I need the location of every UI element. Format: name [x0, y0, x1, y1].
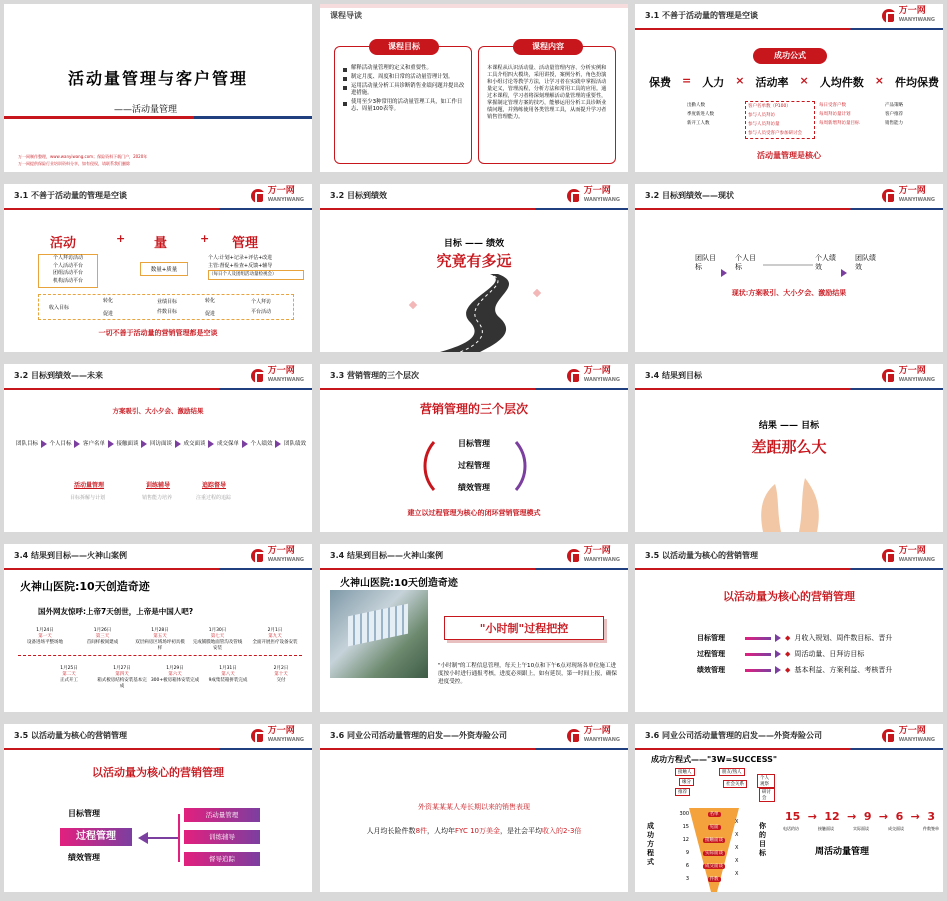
formula-row [649, 74, 939, 90]
activity-item: 个人拜访活动 [52, 255, 83, 261]
slide-result-gap[interactable] [635, 364, 943, 532]
tag-activity-mgmt: 活动量管理 [74, 482, 105, 489]
funnel-stage: 见面 [709, 825, 719, 830]
content-title: 课程内容 [513, 39, 583, 55]
logo-icon [882, 9, 896, 23]
timeline-item: 1月26日 第三天 首间样板间建成 [86, 628, 119, 645]
core-row: 过程管理 ◆ 周活动量、日拜访目标 [697, 650, 865, 658]
case-title: 火神山医院:10天创造奇迹 [340, 578, 458, 589]
slide-header: 3.2 目标到绩效 [330, 191, 387, 200]
slide-status[interactable] [635, 184, 943, 352]
funnel-number: 12 [682, 837, 689, 843]
slide-future[interactable] [4, 364, 312, 532]
brand-logo: 万一网 WANYIWANG [882, 187, 935, 205]
flow-node: 个人绩效 [815, 254, 836, 271]
header-rule [320, 388, 628, 390]
mgmt-item: 个人:计划+记录+评估+改进 [208, 255, 273, 261]
col-item: 产品策略 [885, 103, 903, 108]
level-performance: 绩效管理 [458, 483, 490, 492]
slide-header: 3.4 结果到目标——火神山案例 [330, 551, 443, 560]
levels-conclusion: 建立以过程管理为核心的闭环营销管理模式 [407, 508, 541, 517]
slide-header: 3.1 不善于活动量的管理是空谈 [645, 11, 758, 20]
goal-title: 课程目标 [369, 39, 439, 55]
course-subtitle: ——活动量管理 [114, 105, 178, 115]
col-item: 客户推荐 [885, 112, 903, 117]
course-title: 活动量管理与客户管理 [67, 69, 248, 88]
header-rule [4, 388, 312, 390]
mgmt-item: 主管:督促+检查+反馈+辅导 [208, 263, 273, 269]
future-top-note: 方案吸引、大小夕会、激励结果 [112, 407, 204, 415]
arrow-icon [721, 262, 727, 281]
flow-node: 团队绩效 [284, 440, 307, 447]
goal-item: 使用至少3种常用的活动量管理工具，如工作日志、周量100表等。 [343, 99, 465, 113]
term-premium: 保费 [649, 76, 671, 89]
gap-headline: 差距那么大 [751, 438, 827, 456]
source-box: 接触人 [675, 768, 695, 776]
hands-illustration [745, 476, 835, 532]
left-goal: 目标管理 [68, 809, 100, 818]
col-item: 参与人员拜访 [748, 113, 775, 118]
status-note: 现状:方案吸引、大小夕会、激励结果 [731, 288, 847, 297]
word-quantity: 量 [154, 236, 168, 251]
logo-icon [251, 549, 265, 563]
header-rule [635, 568, 943, 570]
header-rule [635, 208, 943, 210]
logo-icon [882, 549, 896, 563]
quantity-quality: 数量+质量 [140, 262, 188, 276]
col-item: 新开工人数 [687, 121, 710, 126]
header-rule [320, 208, 628, 210]
logo-icon [882, 369, 896, 383]
chain-number: 12 [824, 810, 840, 823]
slide-header: 3.1 不善于活动量的管理是空谈 [14, 191, 127, 200]
slide-formula[interactable] [635, 4, 943, 172]
peer-line-2: 人月均长险件数8件，人均年FYC 10万美金，是社会平均收入的2-3倍 [366, 827, 582, 835]
slide-header: 3.5 以活动量为核心的营销管理 [645, 551, 758, 560]
conversion-flow [38, 294, 294, 320]
left-process: 过程管理 [60, 828, 132, 846]
goal-line: 目标 —— 绩效 [443, 239, 505, 249]
logo-icon [882, 729, 896, 743]
brand-logo: 万一网 WANYIWANG [882, 727, 935, 745]
timeline-axis [18, 655, 302, 656]
flow-label: 转化 [205, 298, 216, 304]
brand-logo: 万一网 WANYIWANG [882, 367, 935, 385]
term-activity: 活动率 [755, 76, 789, 89]
arrow-left-icon [138, 832, 148, 844]
brand-logo: 万一网 WANYIWANG [251, 367, 304, 385]
flow-node: 个人绩效 [250, 440, 273, 447]
slide-huoshenshan-timeline[interactable] [4, 544, 312, 712]
logo-icon [882, 189, 896, 203]
activity-chain: 15 → 12 → 9 → 6 → 3 [785, 810, 935, 823]
gap-line [763, 264, 813, 266]
flow-node: 个人目标 [49, 440, 72, 447]
content-box [478, 42, 616, 164]
col-item: 出勤人数 [687, 103, 705, 108]
success-formula: 成功方程式——"3W=SUCCESS" [651, 755, 778, 764]
flow-node: 接触面谈 [116, 440, 139, 447]
header-rule [320, 748, 628, 750]
core-row: 绩效管理 ◆ 基本利益、方案利益、考核晋升 [697, 666, 893, 674]
chain-number: 6 [895, 810, 904, 823]
col-item: 参与人员受客户参加研讨会 [748, 131, 802, 136]
funnel-number: 9 [685, 850, 689, 856]
brand-logo: 万一网 WANYIWANG [567, 187, 620, 205]
timeline-item: 1月28日 第五天 双层病房区域场坪初具模样 [135, 628, 185, 651]
source-box: 社会关系 [723, 780, 747, 788]
flow-node: 团队绩效 [855, 254, 876, 271]
col-item: 每周新增拜访量目标 [819, 121, 860, 126]
flow-node: 成交保单 [217, 440, 240, 447]
timeline-top [20, 628, 300, 652]
activity-item: 个人活动平台 [52, 262, 83, 269]
source-box: 缘分 [679, 778, 694, 786]
connector [178, 814, 180, 862]
sub-activity: 目标拆解与计划 [70, 495, 106, 501]
flow-node: 平台活动 [251, 309, 272, 315]
title-rule-red [4, 116, 194, 119]
level-process: 过程管理 [458, 461, 490, 470]
arrow-icon [841, 262, 847, 281]
source-box: 朋友/熟人 [719, 768, 745, 776]
chain-labels: 电话约访 接触面谈 实际面谈 成交面谈 件数签单 [783, 826, 939, 831]
times-sign: × [735, 74, 745, 87]
cycle-arrows [420, 436, 530, 496]
your-goal-label: 你的目标 [759, 822, 766, 857]
equals-sign: = [682, 74, 692, 87]
flow-node: 成交面谈 [183, 440, 206, 447]
timeline-item: 1月25日 第二天 正式开工 [60, 666, 78, 683]
plus-sign: + [200, 232, 210, 245]
management-list [208, 254, 304, 288]
timeline-item: 2月2日 第十天 交付 [273, 666, 289, 683]
plus-sign: + [116, 232, 126, 245]
core-title: 以活动量为核心的营销管理 [723, 590, 855, 603]
tag-coaching: 训练辅导 [146, 482, 171, 489]
connector [148, 837, 178, 839]
slide-header: 3.4 结果到目标 [645, 371, 702, 380]
funnel-stage: 成交面谈 [705, 864, 723, 869]
funnel-number: 300 [679, 811, 689, 817]
brand-logo: 万一网 WANYIWANG [567, 367, 620, 385]
tag-supervision: 追踪督导 [202, 482, 227, 489]
hourly-tag: "小时制"过程把控 [444, 616, 604, 640]
chain-number: 3 [927, 810, 935, 823]
flow-node: 客户名单 [83, 440, 106, 447]
slide-title[interactable] [4, 4, 312, 172]
footer-line-1: 万一网制作整理，www.wanyiwang.com；保险资料下载门户，2020年 [18, 154, 148, 159]
term-manpower: 人力 [702, 76, 725, 89]
logo-icon [567, 729, 581, 743]
case-question: 国外网友惊呼:上帝7天创世，上帝是中国人吧? [38, 607, 194, 616]
source-boxes [675, 768, 775, 804]
funnel-numbers [669, 808, 689, 886]
future-flow [16, 434, 306, 454]
times-sign: × [874, 74, 884, 87]
flow-node: 回访面谈 [150, 440, 173, 447]
case-title: 火神山医院:10天创造奇迹 [20, 580, 150, 593]
goal-item: 制定月度、周度和日常的活动量管理计划。 [343, 74, 465, 81]
col-activity [745, 101, 815, 139]
flow-node: 业绩目标 [157, 299, 178, 305]
flow-node: 件数目标 [157, 309, 178, 315]
funnel-stage: 名单 [709, 812, 719, 817]
header-rule [635, 388, 943, 390]
formula-title: 成功公式 [753, 48, 827, 64]
times-sign: × [799, 74, 809, 87]
chain-number: 9 [863, 810, 872, 823]
funnel-number: 3 [685, 876, 689, 882]
result-line: 结果 —— 目标 [758, 421, 820, 431]
activity-item: 机构活动平台 [52, 277, 83, 284]
process-title: 以活动量为核心的营销管理 [92, 766, 224, 779]
footer-line-2: 万一网提供保险行业培训资料分享，如有侵权，请联系我们删除 [18, 161, 130, 166]
mgmt-note: （每日个人及团组活动量检视会） [208, 270, 304, 280]
slide-header: 3.6 同业公司活动量管理的启发——外资寿险公司 [645, 731, 822, 740]
logo-icon [251, 189, 265, 203]
road-illustration [420, 272, 540, 352]
right-activity: 活动量管理 [184, 808, 260, 822]
slide-header: 3.3 营销管理的三个层次 [330, 371, 419, 380]
funnel-number: 6 [685, 863, 689, 869]
brand-logo: 万一网 WANYIWANG [251, 187, 304, 205]
brand-logo: 万一网 WANYIWANG [567, 727, 620, 745]
chain-number: 15 [785, 810, 801, 823]
slide-header: 3.2 目标到绩效——现状 [645, 191, 734, 200]
funnel-stage: 接触面谈 [705, 838, 723, 843]
col-item: 每周拜访量计划 [819, 112, 851, 117]
word-management: 管理 [232, 236, 259, 251]
slide-overview[interactable] [320, 4, 628, 172]
brand-logo: 万一网 WANYIWANG [882, 547, 935, 565]
timeline-item: 1月31日 第八天 9成集装箱拼装完成 [208, 666, 248, 683]
distance-headline: 究竟有多远 [436, 252, 512, 270]
timeline-item: 2月1日 第九天 全面开展医疗设备安装 [252, 628, 298, 645]
hourly-desc: "小时制"的工程信息管理，每天上午10点和下午6点对现场各单位施工进度按小时进行通报考核，进度必须跟上，如有延误，第一时间上报，确保进度受控。 [438, 663, 618, 685]
content-text: 本课程从认识活动量、活动量管理内容、分析实例和工具介绍四大模块，采用讲授，案例分析，角色扮演和小组讨论等教学方法，让学习者在实践中掌握活动量定义，管理流程，分析方法和常用工具的应用。通过本课程，学习者将深刻理解活动量管理的重要性，掌握制定管理方案的技巧，能够运用分析工具诊断业绩问题，并熟练使用各类管理工具，从而提升学习者销售管理能力。 [487, 65, 607, 120]
slide-activity-core[interactable] [635, 544, 943, 712]
logo-icon [251, 369, 265, 383]
slide-header: 3.4 结果到目标——火神山案例 [14, 551, 127, 560]
header-rule [4, 208, 312, 210]
title-rule-blue [194, 116, 312, 119]
header-rule [635, 28, 943, 30]
funnel-stage: 件数 [709, 877, 719, 882]
slide-three-levels[interactable] [320, 364, 628, 532]
slide-huoshenshan-hourly[interactable] [320, 544, 628, 712]
levels-title: 营销管理的三个层次 [419, 402, 528, 416]
col-avg-premium [885, 101, 935, 128]
core-rows [697, 630, 927, 678]
slide-header: 课程导读 [330, 11, 362, 20]
logo-icon [567, 369, 581, 383]
flow-label: 促进 [205, 311, 216, 317]
goal-item: 解释活动量管理的定义和重要性。 [343, 65, 465, 72]
formula-conclusion: 活动量管理是核心 [757, 150, 821, 160]
flow-node: 团队目标 [695, 254, 716, 271]
term-cases: 人均件数 [819, 76, 864, 89]
peer-line-1: 外资某某某人寿长期以来的销售表现 [418, 803, 530, 811]
slide-activity-def[interactable] [4, 184, 312, 352]
header-rule [320, 568, 628, 570]
brand-logo: 万一网 WANYIWANG [567, 547, 620, 565]
flow-node: 个人目标 [735, 254, 756, 271]
header-rule [4, 748, 312, 750]
word-activity: 活动 [50, 236, 77, 251]
core-row: 目标管理 ◆ 月收入规划、周件数目标、晋升 [697, 634, 893, 642]
timeline-item: 1月24日 第一天 设备进场平整场地 [27, 628, 63, 645]
flow-node: 收入目标 [49, 305, 70, 311]
slide-conclusion: 一切不善于活动量的营销管理都是空谈 [98, 328, 218, 337]
col-item: 参与人员拜访量 [748, 122, 780, 127]
goal-box [334, 42, 472, 164]
timeline-bottom [44, 666, 306, 690]
logo-icon [567, 549, 581, 563]
slide-peer-performance[interactable] [320, 724, 628, 892]
sub-coaching: 销售能力培养 [142, 495, 173, 501]
term-avg-premium: 件均保费 [895, 76, 939, 89]
logo-icon [251, 729, 265, 743]
brand-logo: 万一网 WANYIWANG [251, 727, 304, 745]
col-cases [819, 101, 875, 128]
funnel-labels [691, 808, 737, 886]
slide-header: 3.2 目标到绩效——未来 [14, 371, 103, 380]
source-box: 个人观察 [757, 774, 775, 788]
activity-item: 团组活动平台 [52, 270, 83, 276]
arrow-deco [409, 301, 417, 309]
col-item: 季度新进人数 [687, 112, 714, 117]
brand-logo: 万一网 WANYIWANG [251, 547, 304, 565]
side-label: 成功方程式 [647, 822, 654, 866]
timeline-item: 1月29日 第六天 300+板房箱体安装完成 [150, 666, 200, 683]
slide-success-formula[interactable] [635, 724, 943, 892]
brand-logo: 万一网 WANYIWANG [882, 7, 935, 25]
slide-process-core[interactable] [4, 724, 312, 892]
funnel-stage: 实际面谈 [705, 851, 723, 856]
weekly-activity: 周活动量管理 [815, 847, 870, 857]
source-box: 推荐 [675, 788, 690, 796]
header-rule [635, 748, 943, 750]
flow-label: 促进 [103, 311, 114, 317]
timeline-item: 1月30日 第七天 完成铺膜地面管沟及管线安装 [192, 628, 243, 651]
sub-supervision: 注重过程的追踪 [196, 495, 232, 501]
right-supervision: 督导追踪 [184, 852, 260, 866]
logo-icon [567, 189, 581, 203]
col-item: 销售能力 [885, 121, 903, 126]
funnel-multipliers: X X X X X [735, 819, 739, 877]
left-performance: 绩效管理 [68, 853, 100, 862]
col-item: 每日受客户数 [819, 103, 846, 108]
slide-header: 3.6 同业公司活动量管理的启发——外资寿险公司 [330, 731, 507, 740]
goal-list [343, 65, 465, 115]
flow-node: 团队目标 [16, 440, 39, 447]
goal-item: 运用活动量分析工具诊断销售业绩问题并提出改进措施。 [343, 83, 465, 97]
col-item: 客户名单数（P100） [748, 104, 791, 109]
right-coaching: 训练辅导 [184, 830, 260, 844]
col-manpower [687, 101, 737, 128]
slide-header: 3.5 以活动量为核心的营销管理 [14, 731, 127, 740]
slide-goal-distance[interactable] [320, 184, 628, 352]
funnel-number: 15 [682, 824, 689, 830]
timeline-item: 1月27日 第四天 箱式板房结构安装基本完成 [97, 666, 147, 689]
header-rule [4, 568, 312, 570]
flow-node: 个人拜访 [251, 299, 272, 305]
source-box: 研讨会 [759, 788, 775, 802]
level-goal: 目标管理 [458, 439, 490, 448]
construction-photo [330, 590, 428, 678]
flow-label: 转化 [103, 298, 114, 304]
activity-list [38, 254, 98, 288]
